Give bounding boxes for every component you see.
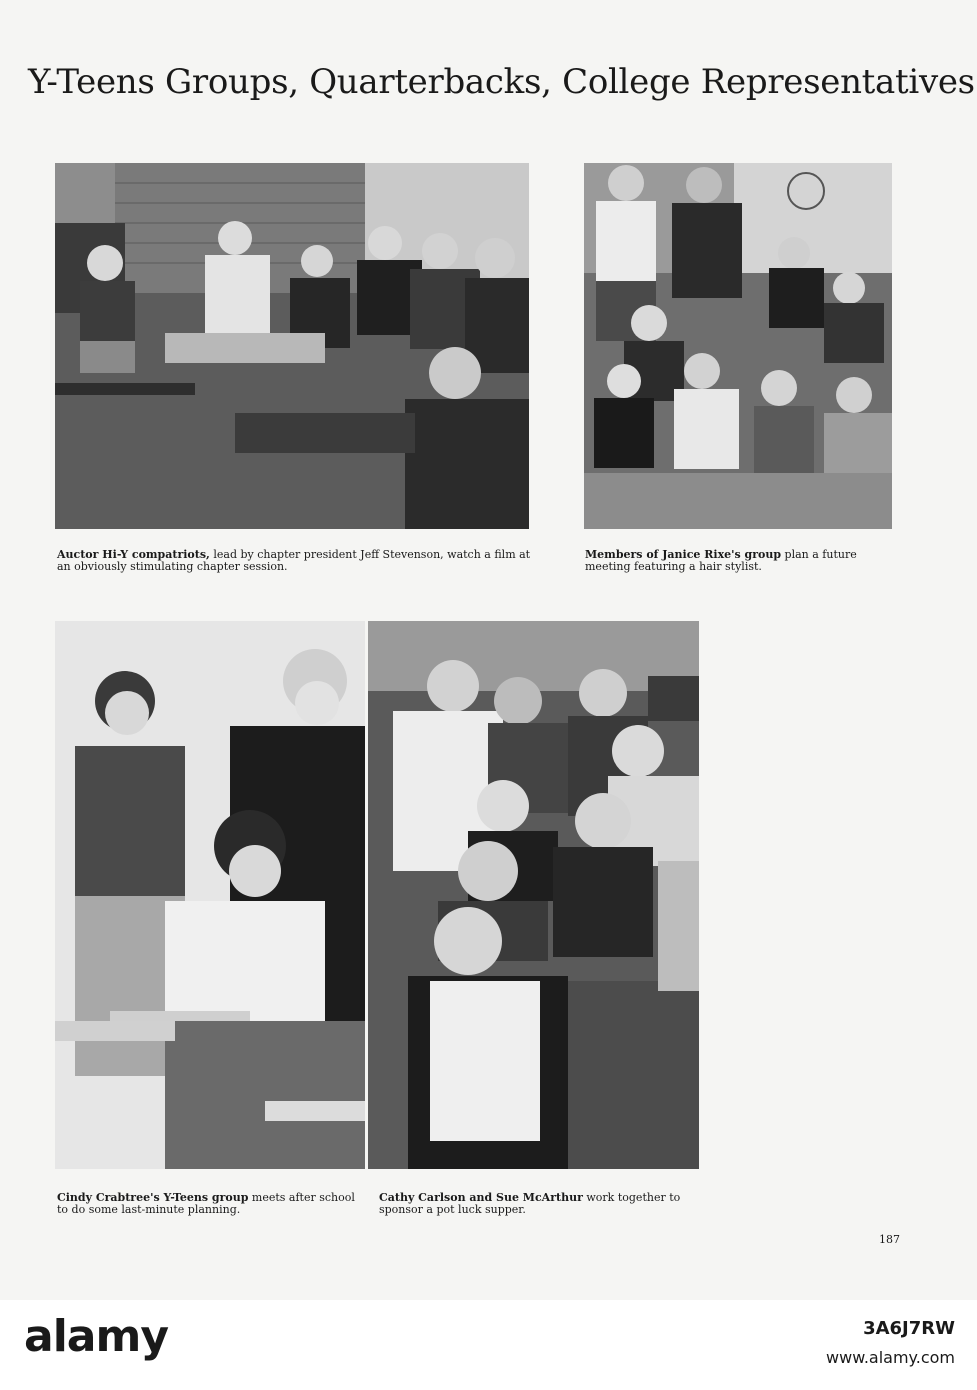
caption-bold: Auctor Hi-Y compatriots, bbox=[57, 548, 210, 561]
caption-bold: Members of Janice Rixe's group bbox=[585, 548, 782, 561]
photo-janice-rixe-group bbox=[584, 163, 892, 529]
photo-cathy-carlson-sue-mcarthur bbox=[368, 621, 699, 1169]
caption-cindy-crabtree-group bbox=[57, 1192, 369, 1216]
image-url: www.alamy.com bbox=[826, 1348, 955, 1367]
caption-text: meets after school to do some last-minute planning. bbox=[57, 1191, 355, 1216]
image-id: 3A6J7RW bbox=[863, 1318, 955, 1339]
caption-bold: Cathy Carlson and Sue McArthur bbox=[379, 1191, 583, 1204]
caption-text: work together to sponsor a pot luck supper. bbox=[379, 1191, 681, 1216]
alamy-logo: alamy bbox=[24, 1311, 168, 1362]
page-title: Y-Teens Groups, Quarterbacks, College Representatives bbox=[28, 62, 975, 102]
page-number: 187 bbox=[879, 1233, 900, 1246]
caption-text: lead by chapter president Jeff Stevenson, watch a film at an obviously stimulating chapter session. bbox=[57, 548, 531, 573]
photo-cindy-crabtree-group bbox=[55, 621, 365, 1169]
caption-janice-rixe-group bbox=[585, 549, 897, 573]
caption-cathy-carlson-sue-mcarthur bbox=[379, 1192, 697, 1216]
photo-auctor-hi-y bbox=[55, 163, 529, 529]
caption-auctor-hi-y bbox=[57, 549, 533, 573]
caption-text: plan a future meeting featuring a hair stylist. bbox=[585, 548, 857, 573]
caption-bold: Cindy Crabtree's Y-Teens group bbox=[57, 1191, 249, 1204]
